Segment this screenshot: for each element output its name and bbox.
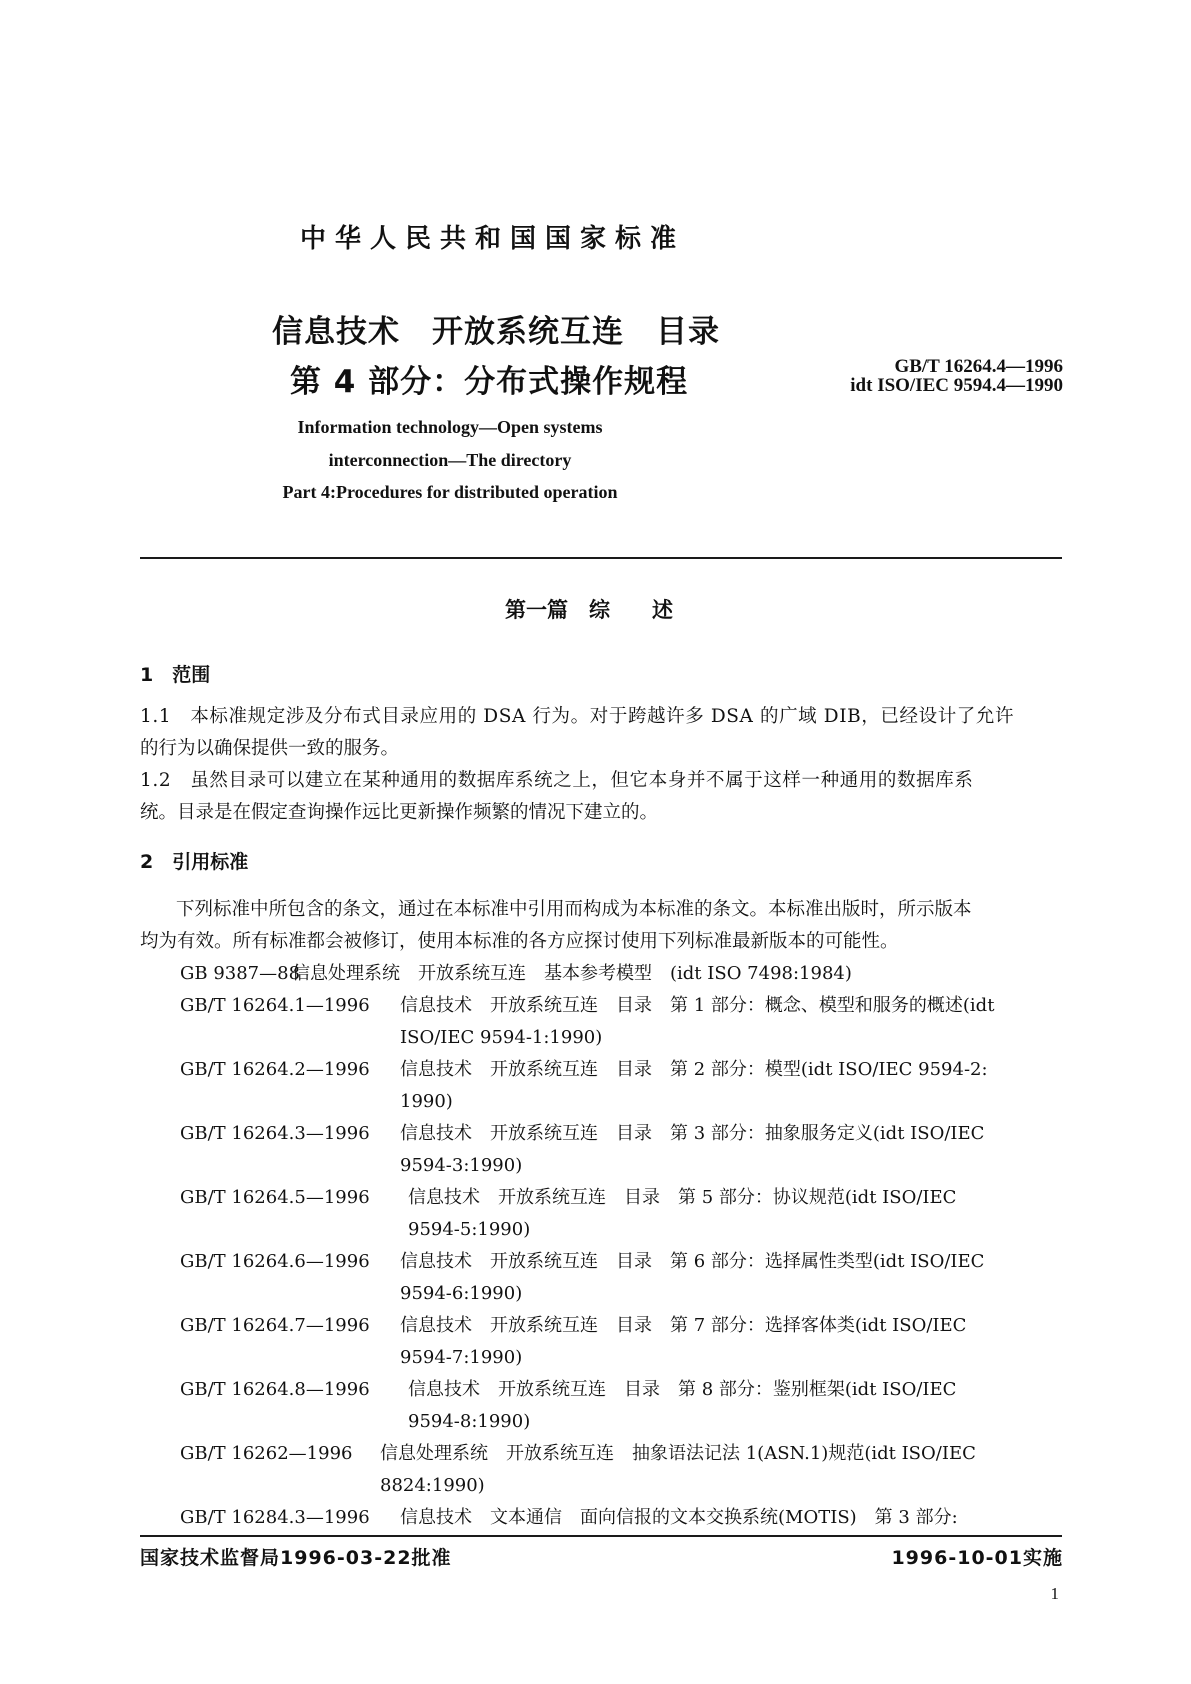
approval-date: 国家技术监督局1996-03-22批准 [140, 1547, 452, 1569]
reference-title: 信息技术 开放系统互连 目录 第 7 部分：选择客体类(idt ISO/IEC [400, 1315, 967, 1336]
reference-title-continued: 9594-6:1990) [400, 1283, 523, 1304]
reference-title-continued: 8824:1990) [380, 1475, 485, 1496]
reference-title: 信息技术 开放系统互连 目录 第 1 部分：概念、模型和服务的概述(idt [400, 995, 995, 1016]
reference-title: 信息技术 开放系统互连 目录 第 3 部分：抽象服务定义(idt ISO/IEC [400, 1123, 985, 1144]
page-number: 1 [1050, 1584, 1059, 1603]
references-intro-line2: 均为有效。所有标准都会被修订，使用本标准的各方应探讨使用下列标准最新版本的可能性。 [140, 931, 899, 952]
document-title-line2: 第 4 部分：分布式操作规程 [290, 364, 689, 400]
standard-number: GB/T 16264.4—1996 [894, 356, 1063, 377]
reference-title: 信息技术 开放系统互连 目录 第 2 部分：模型(idt ISO/IEC 9594-2: [400, 1059, 988, 1080]
reference-title: 信息技术 文本通信 面向信报的文本交换系统(MOTIS) 第 3 部分: [400, 1507, 958, 1528]
clause-1-1-line2: 的行为以确保提供一致的服务。 [140, 738, 400, 759]
reference-code: GB/T 16284.3—1996 [180, 1507, 370, 1528]
reference-title: 信息处理系统 开放系统互连 基本参考模型 (idt ISO 7498:1984) [292, 963, 852, 984]
reference-title-continued: ISO/IEC 9594-1:1990) [400, 1027, 603, 1048]
reference-item [180, 1054, 1060, 1118]
footer-divider [140, 1535, 1062, 1537]
standard-number-block [850, 357, 1063, 395]
clause-1-2-line2: 统。目录是在假定查询操作远比更新操作频繁的情况下建立的。 [140, 802, 659, 823]
part-heading: 第一篇 综 述 [505, 598, 673, 622]
reference-item [180, 958, 1060, 990]
reference-title: 信息技术 开放系统互连 目录 第 5 部分：协议规范(idt ISO/IEC [408, 1187, 957, 1208]
reference-code: GB/T 16264.8—1996 [180, 1379, 370, 1400]
reference-title-continued: 9594-8:1990) [408, 1411, 531, 1432]
national-standard-label: 中华人民共和国国家标准 [300, 224, 686, 254]
reference-code: GB/T 16264.6—1996 [180, 1251, 370, 1272]
english-title-line3: Part 4:Procedures for distributed operation [282, 482, 618, 502]
clause-1-1-line1: 1.1 本标准规定涉及分布式目录应用的 DSA 行为。对于跨越许多 DSA 的广域 DIB，已经设计了允许 [140, 706, 1015, 727]
english-title-line2: interconnection—The directory [328, 450, 572, 470]
reference-item [180, 1374, 1060, 1438]
reference-code: GB/T 16264.3—1996 [180, 1123, 370, 1144]
reference-title-continued: 9594-3:1990) [400, 1155, 523, 1176]
document-title-line1: 信息技术 开放系统互连 目录 [272, 314, 720, 350]
reference-item [180, 990, 1060, 1054]
reference-title-continued: 9594-5:1990) [408, 1219, 531, 1240]
reference-title: 信息技术 开放系统互连 目录 第 6 部分：选择属性类型(idt ISO/IEC [400, 1251, 985, 1272]
english-title-line1: Information technology—Open systems [297, 417, 603, 437]
reference-title-continued: 9594-7:1990) [400, 1347, 523, 1368]
clause-1-2-line1: 1.2 虽然目录可以建立在某种通用的数据库系统之上，但它本身并不属于这样一种通用的数据库系 [140, 770, 974, 791]
reference-code: GB/T 16264.5—1996 [180, 1187, 370, 1208]
header-divider [140, 557, 1062, 559]
reference-code: GB 9387—88 [180, 963, 301, 984]
reference-item [180, 1118, 1060, 1182]
reference-item [180, 1438, 1060, 1502]
section-1-heading: 1 范围 [140, 664, 211, 686]
reference-title: 信息处理系统 开放系统互连 抽象语法记法 1(ASN.1)规范(idt ISO/IEC [380, 1443, 976, 1464]
reference-code: GB/T 16262—1996 [180, 1443, 353, 1464]
reference-title-continued: 1990) [400, 1091, 453, 1112]
reference-code: GB/T 16264.2—1996 [180, 1059, 370, 1080]
reference-item [180, 1502, 1060, 1534]
section-2-heading: 2 引用标准 [140, 851, 249, 873]
reference-code: GB/T 16264.7—1996 [180, 1315, 370, 1336]
reference-item [180, 1182, 1060, 1246]
identical-standard: idt ISO/IEC 9594.4—1990 [850, 375, 1063, 396]
effective-date: 1996-10-01实施 [891, 1547, 1063, 1569]
references-intro-line1: 下列标准中所包含的条文，通过在本标准中引用而构成为本标准的条文。本标准出版时，所示版本 [176, 899, 972, 920]
reference-code: GB/T 16264.1—1996 [180, 995, 370, 1016]
reference-item [180, 1310, 1060, 1374]
reference-title: 信息技术 开放系统互连 目录 第 8 部分：鉴别框架(idt ISO/IEC [408, 1379, 957, 1400]
reference-item [180, 1246, 1060, 1310]
